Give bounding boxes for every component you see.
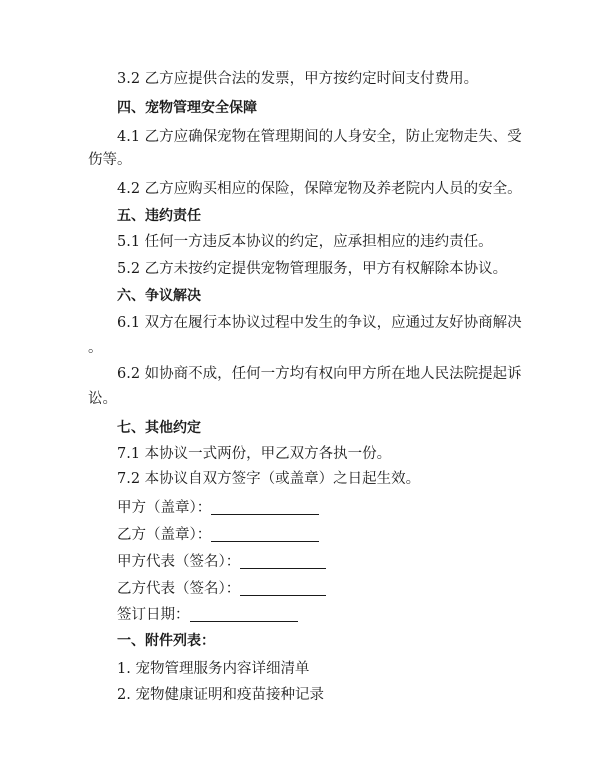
signature-field-party-a [117,497,512,519]
clause-7-1: 7.1 本协议一式两份，甲乙双方各执一份。 [117,446,392,462]
attachment-item: 2. 宠物健康证明和疫苗接种记录 [117,687,324,703]
signing-date-field [117,604,512,626]
clause-4-2: 4.2 乙方应购买相应的保险，保障宠物及养老院内人员的安全。 [117,181,522,197]
clause-5-2: 5.2 乙方未按约定提供宠物管理服务，甲方有权解除本协议。 [117,261,508,277]
signature-field-rep-b [117,578,512,600]
clause-4-1-cont: 伤等。 [88,152,132,168]
field-label: 甲方（盖章）： [117,500,212,516]
section-heading-7: 七、其他约定 [117,420,201,436]
signature-field-party-b [117,524,512,546]
field-label: 乙方（盖章）： [117,527,212,543]
attachments-heading: 一、附件列表： [117,633,215,649]
attachment-item: 1. 宠物管理服务内容详细清单 [117,661,310,677]
clause-4-1: 4.1 乙方应确保宠物在管理期间的人身安全，防止宠物走失、受 [117,129,522,145]
clause-6-1-cont: 。 [88,340,103,356]
clause-7-2: 7.2 本协议自双方签字（或盖章）之日起生效。 [117,471,421,487]
field-label: 乙方代表（签名）： [117,581,241,597]
date-line[interactable] [190,605,298,622]
section-heading-6: 六、争议解决 [117,288,201,304]
clause-6-1: 6.1 双方在履行本协议过程中发生的争议，应通过友好协商解决 [117,315,522,331]
clause-3-2: 3.2 乙方应提供合法的发票，甲方按约定时间支付费用。 [117,71,479,87]
field-label: 签订日期： [117,607,190,623]
signature-line[interactable] [211,525,319,542]
field-label: 甲方代表（签名）： [117,554,241,570]
signature-line[interactable] [211,498,319,515]
signature-line[interactable] [240,579,326,596]
section-heading-4: 四、宠物管理安全保障 [117,100,257,116]
signature-field-rep-a [117,551,512,573]
clause-5-1: 5.1 任何一方违反本协议的约定，应承担相应的违约责任。 [117,234,493,250]
clause-6-2: 6.2 如协商不成，任何一方均有权向甲方所在地人民法院提起诉 [117,366,522,382]
signature-line[interactable] [240,552,326,569]
clause-6-2-cont: 讼。 [88,391,117,407]
section-heading-5: 五、违约责任 [117,208,201,224]
